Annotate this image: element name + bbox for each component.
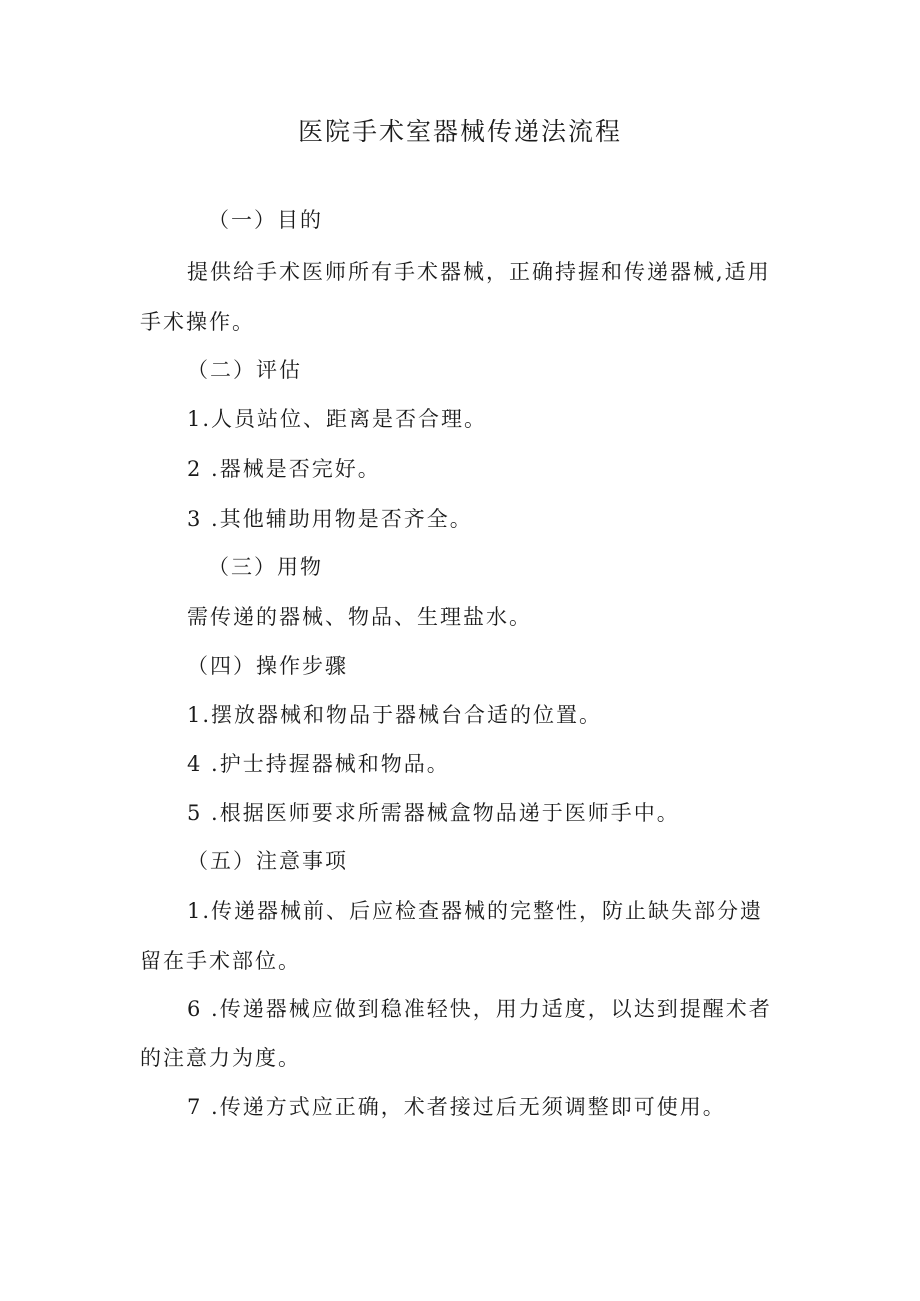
paragraph-line: 留在手术部位。 bbox=[140, 949, 301, 973]
list-item: 6 .传递器械应做到稳准轻快，用力适度，以达到提醒术者 bbox=[187, 997, 772, 1021]
section-heading-procedure: （四）操作步骤 bbox=[187, 654, 348, 678]
list-item: 3 .其他辅助用物是否齐全。 bbox=[187, 507, 473, 531]
list-item: 5 .根据医师要求所需器械盒物品递于医师手中。 bbox=[187, 801, 680, 825]
section-heading-precautions: （五）注意事项 bbox=[187, 849, 348, 873]
section-heading-supplies: （三）用物 bbox=[208, 555, 323, 579]
paragraph-line: 需传递的器械、物品、生理盐水。 bbox=[187, 605, 532, 629]
section-heading-purpose: （一）目的 bbox=[208, 208, 323, 232]
paragraph-line: 提供给手术医师所有手术器械，正确持握和传递器械,适用 bbox=[187, 260, 771, 284]
paragraph-line: 的注意力为度。 bbox=[140, 1046, 301, 1070]
section-heading-assessment: （二）评估 bbox=[187, 358, 302, 382]
list-item: 7 .传递方式应正确，术者接过后无须调整即可使用。 bbox=[187, 1095, 726, 1119]
paragraph-line: 手术操作。 bbox=[140, 310, 255, 334]
list-item: 2 .器械是否完好。 bbox=[187, 457, 381, 481]
document-title: 医院手术室器械传递法流程 bbox=[297, 117, 622, 146]
list-item: 1.传递器械前、后应检查器械的完整性，防止缺失部分遗 bbox=[187, 899, 764, 923]
list-item: 4 .护士持握器械和物品。 bbox=[187, 752, 450, 776]
list-item: 1.人员站位、距离是否合理。 bbox=[187, 407, 488, 431]
list-item: 1.摆放器械和物品于器械台合适的位置。 bbox=[187, 703, 603, 727]
